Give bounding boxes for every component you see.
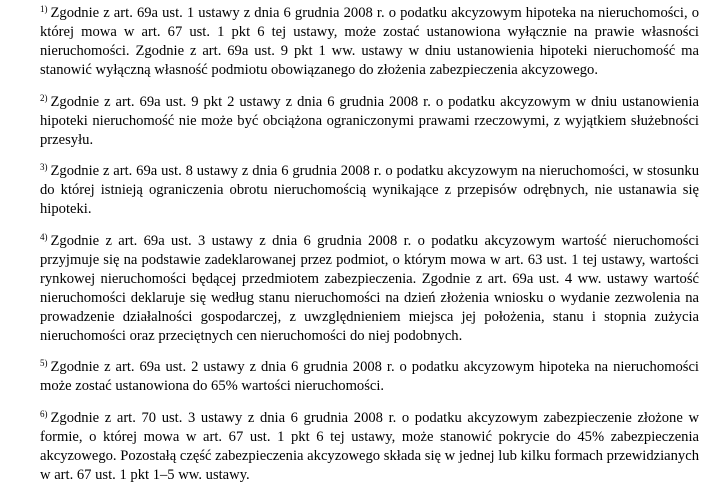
footnote-text: Zgodnie z art. 69a ust. 8 ustawy z dnia 6 grudnia 2008 r. o podatku akcyzowym na nieruchomości, w stosunku do której istnieją ograniczenia obrotu nieruchomością wynikające z przepisów odrębnych, nie ustanawia się hipoteki. [40, 163, 699, 217]
footnotes-page [40, 4, 699, 497]
footnote-marker: 4) [40, 231, 48, 242]
footnote-marker: 5) [40, 358, 48, 368]
footnote-marker: 1) [40, 4, 48, 14]
footnote-marker: 3) [40, 162, 48, 172]
footnote-text: Zgodnie z art. 69a ust. 9 pkt 2 ustawy z dnia 6 grudnia 2008 r. o podatku akcyzowym w dniu ustanowienia hipoteki nieruchomość nie może być obciążona ograniczonymi prawami rzeczowymi, z wyjątkiem służebności przesyłu. [40, 93, 699, 148]
footnote-text: Zgodnie z art. 69a ust. 1 ustawy z dnia 6 grudnia 2008 r. o podatku akcyzowym hipoteka na nieruchomości, o której mowa w art. 67 ust. 1 pkt 6 tej ustawy, może zostać ustanowiona wyłącznie na prawie własności nieruchomości. Zgodnie z art. 69a ust. 9 pkt 1 ww. ustawy w dniu ustanowienia hipoteki nieruchomość ma stanowić wyłączną własność podmiotu obowiązanego do złożenia zabezpieczenia akcyzowego. [40, 5, 699, 78]
footnote-text: Zgodnie z art. 69a ust. 3 ustawy z dnia 6 grudnia 2008 r. o podatku akcyzowym wartość nieruchomości przyjmuje się na podstawie zadeklarowanej przez podmiot, o którym mowa w art. 63 ust. 1 tej ustawy, wartości rynkowej nieruchomości będącej przedmiotem zabezpieczenia. Zgodnie z art. 69a ust. 4 ww. ustawy wartość nieruchomości deklaruje się według stanu nieruchomości na dzień złożenia wniosku o wydanie zezwolenia na prowadzenie działalności gospodarczej, z uwzględnieniem miejsca jej położenia, stanu i stopnia zużycia nieruchomości oraz przeciętnych cen nieruchomości do niej podobnych. [40, 232, 699, 344]
footnote-marker: 6) [40, 408, 48, 419]
footnote-text: Zgodnie z art. 70 ust. 3 ustawy z dnia 6 grudnia 2008 r. o podatku akcyzowym zabezpieczenie złożone w formie, o której mowa w art. 67 ust. 1 pkt 6 tej ustawy, może stanowić pokrycie do 45% zabezpieczenia akcyzowego. Pozostałą część zabezpieczenia akcyzowego składa się w jednej lub kilku formach przewidzianych w art. 67 ust. 1 pkt 1–5 ww. ustawy. [40, 409, 699, 483]
footnote-4 [40, 232, 699, 346]
footnote-1 [40, 4, 699, 80]
footnote-marker: 2) [40, 92, 48, 103]
footnote-6 [40, 409, 699, 485]
footnote-2 [40, 93, 699, 150]
footnote-3 [40, 162, 699, 219]
footnote-5 [40, 358, 699, 396]
footnote-text: Zgodnie z art. 69a ust. 2 ustawy z dnia 6 grudnia 2008 r. o podatku akcyzowym hipoteka na nieruchomości może zostać ustanowiona do 65% wartości nieruchomości. [40, 359, 699, 394]
